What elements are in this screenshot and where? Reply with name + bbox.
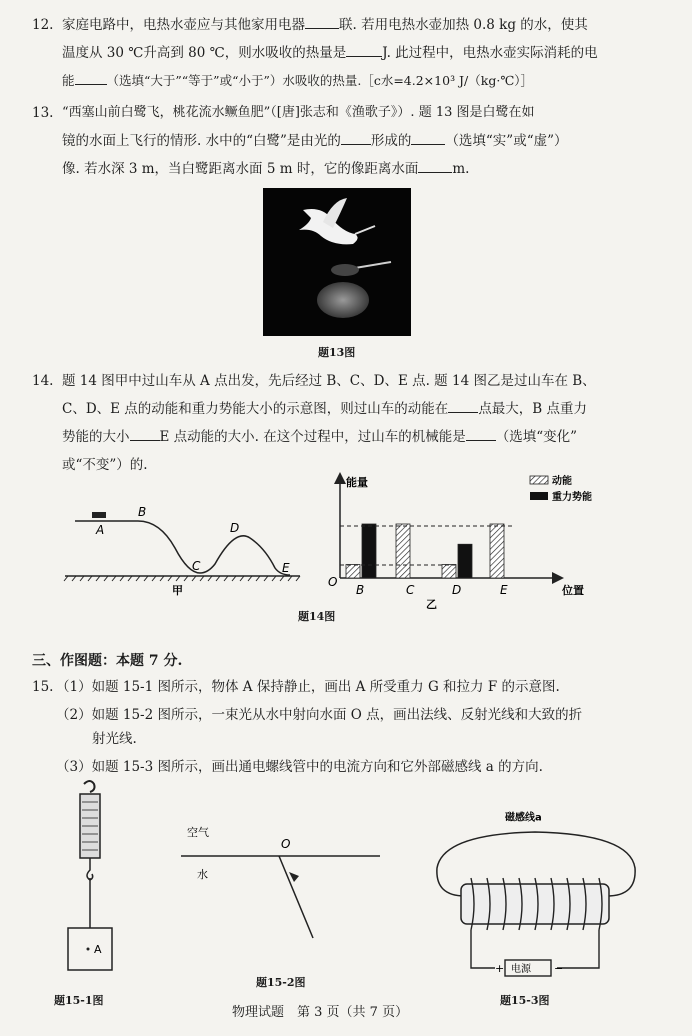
energy-bar-chart <box>318 472 658 612</box>
q13-line2 <box>62 130 568 152</box>
section-3-title: 三、作图题：本题 7 分. <box>32 653 183 669</box>
x-axis-label: 位置 <box>562 584 584 597</box>
q13-blank-1 <box>341 130 371 145</box>
q13-line2a: 镜的水面上飞行的情形. 水中的“白鹭”是由光的 <box>62 133 341 149</box>
egret-image <box>263 188 411 336</box>
egret-photo <box>263 188 411 336</box>
block-a-label: A <box>94 943 102 956</box>
track-label-jia: 甲 <box>172 584 183 597</box>
q13-number: 13. <box>32 105 54 121</box>
q14-number: 14. <box>32 373 54 389</box>
ray-arrow <box>289 872 299 882</box>
bar-potential-d <box>458 544 472 578</box>
q12-line2 <box>62 42 598 64</box>
q14-line3a: 势能的大小 <box>62 429 130 445</box>
q15-number: 15. <box>32 679 54 695</box>
q12-line3a: 能 <box>62 73 75 88</box>
q15-part2-line2: 射光线. <box>92 731 137 747</box>
track-point-c: C <box>192 559 201 573</box>
q14-caption: 题14图 <box>298 610 336 623</box>
legend-swatch-kinetic <box>530 476 548 484</box>
origin-label: O <box>328 575 338 589</box>
q13-line3 <box>62 158 469 180</box>
q13-line3b: m. <box>452 161 470 177</box>
wire-left <box>471 930 495 968</box>
q14-line2 <box>62 398 587 420</box>
track-point-b: B <box>138 505 147 519</box>
hook-bottom <box>87 858 93 880</box>
bar-kinetic-d <box>442 565 456 579</box>
bar-potential-b <box>362 524 376 578</box>
fig15-2-caption: 题15-2图 <box>256 976 306 989</box>
q13-line2c: （选填“实”或“虚”） <box>445 133 568 149</box>
q15-part2-line1: （2）如题 15-2 图所示，一束光从水中射向水面 O 点，画出法线、反射光线和大致的折 <box>56 707 583 723</box>
legend-label-kinetic: 动能 <box>552 476 572 487</box>
category-label-e: E <box>500 583 508 597</box>
q14-blank-2 <box>130 426 160 441</box>
water-label: 水 <box>197 868 208 881</box>
chart-label-yi: 乙 <box>426 598 437 611</box>
q13-line1: “西塞山前白鹭飞，桃花流水鳜鱼肥”（[唐]张志和《渔歌子》）. 题 13 图是白鹭在如 <box>62 105 535 120</box>
egret-reflection <box>317 282 369 318</box>
q12-line1a: 家庭电路中，电热水壶应与其他家用电器 <box>62 17 305 33</box>
wire-right <box>557 930 599 968</box>
q12-blank-3 <box>75 70 107 85</box>
q13-line2b: 形成的 <box>370 133 412 149</box>
page-footer: 物理试题 第 3 页（共 7 页） <box>232 1005 409 1020</box>
y-axis-label: 能量 <box>346 476 368 489</box>
q15-part3: （3）如题 15-3 图所示，画出通电螺线管中的电流方向和它外部磁感线 a 的方向. <box>56 759 543 775</box>
category-label-b: B <box>356 583 365 597</box>
q12-line1 <box>62 14 588 36</box>
track-point-d: D <box>230 521 240 535</box>
legend-label-potential: 重力势能 <box>552 492 592 503</box>
bar-kinetic-e <box>490 524 504 578</box>
track-point-a: A <box>96 523 105 537</box>
solenoid-core <box>461 884 609 924</box>
fig15-1-caption: 题15-1图 <box>54 994 104 1007</box>
block-a <box>68 928 112 970</box>
q14-line3b: E 点动能的大小. 在这个过程中，过山车的机械能是 <box>159 429 466 445</box>
q14-blank-1 <box>448 398 478 413</box>
q12-line3b: （选填“大于”“等于”或“小于”）水吸收的热量.［c水=4.2×10³ J/（kg·℃）］ <box>106 73 534 88</box>
q12-line3 <box>62 70 533 92</box>
q13-caption: 题13图 <box>318 346 356 359</box>
coaster-car <box>92 512 106 518</box>
q14-line4: 或“不变”）的. <box>62 457 148 473</box>
fig15-3-caption: 题15-3图 <box>500 994 550 1007</box>
category-label-d: D <box>452 583 462 597</box>
incident-ray <box>279 856 313 938</box>
q13-line3a: 像. 若水深 3 m，当白鹭距离水面 5 m 时，它的像距离水面 <box>62 161 419 177</box>
bar-kinetic-c <box>396 524 410 578</box>
category-label-c: C <box>406 583 415 597</box>
field-line-label: 磁感线a <box>505 812 542 824</box>
q12-blank-1 <box>305 14 339 29</box>
q12-blank-2 <box>346 42 382 57</box>
plus-terminal: + <box>495 962 505 975</box>
power-source-label: 电源 <box>511 964 531 975</box>
legend-swatch-potential <box>530 492 548 500</box>
q14-line1: 题 14 图甲中过山车从 A 点出发，先后经过 B、C、D、E 点. 题 14 图乙是过山车在 B、 <box>62 373 596 389</box>
q14-line3 <box>62 426 577 448</box>
track-curve <box>75 521 290 575</box>
q12-number: 12. <box>32 17 54 33</box>
air-label: 空气 <box>187 826 209 839</box>
figure-15-3-solenoid <box>425 808 665 988</box>
q12-line2a: 温度从 30 ℃升高到 80 ℃，则水吸收的热量是 <box>62 45 347 61</box>
q14-line2a: C、D、E 点的动能和重力势能大小的示意图，则过山车的动能在 <box>62 401 449 417</box>
roller-coaster-track <box>60 498 310 598</box>
minus-terminal: − <box>554 962 564 975</box>
q13-blank-2 <box>411 130 445 145</box>
point-o-label: O <box>281 837 291 851</box>
track-point-e: E <box>282 561 290 575</box>
q15-part1: （1）如题 15-1 图所示，物体 A 保持静止，画出 A 所受重力 G 和拉力 F 的示意图. <box>56 679 560 695</box>
hook-top <box>84 781 95 792</box>
q14-blank-3 <box>466 426 496 441</box>
bar-kinetic-b <box>346 565 360 579</box>
q12-line1b: 联. 若用电热水壶加热 0.8 kg 的水，使其 <box>339 17 588 33</box>
figure-15-2-refraction <box>175 818 390 958</box>
q14-line3c: （选填“变化” <box>495 429 578 445</box>
q13-blank-3 <box>418 158 452 173</box>
q14-line2b: 点最大，B 点重力 <box>478 401 588 417</box>
q12-line2b: J. 此过程中，电热水壶实际消耗的电 <box>382 45 598 61</box>
figure-15-1-spring-scale <box>50 778 130 988</box>
